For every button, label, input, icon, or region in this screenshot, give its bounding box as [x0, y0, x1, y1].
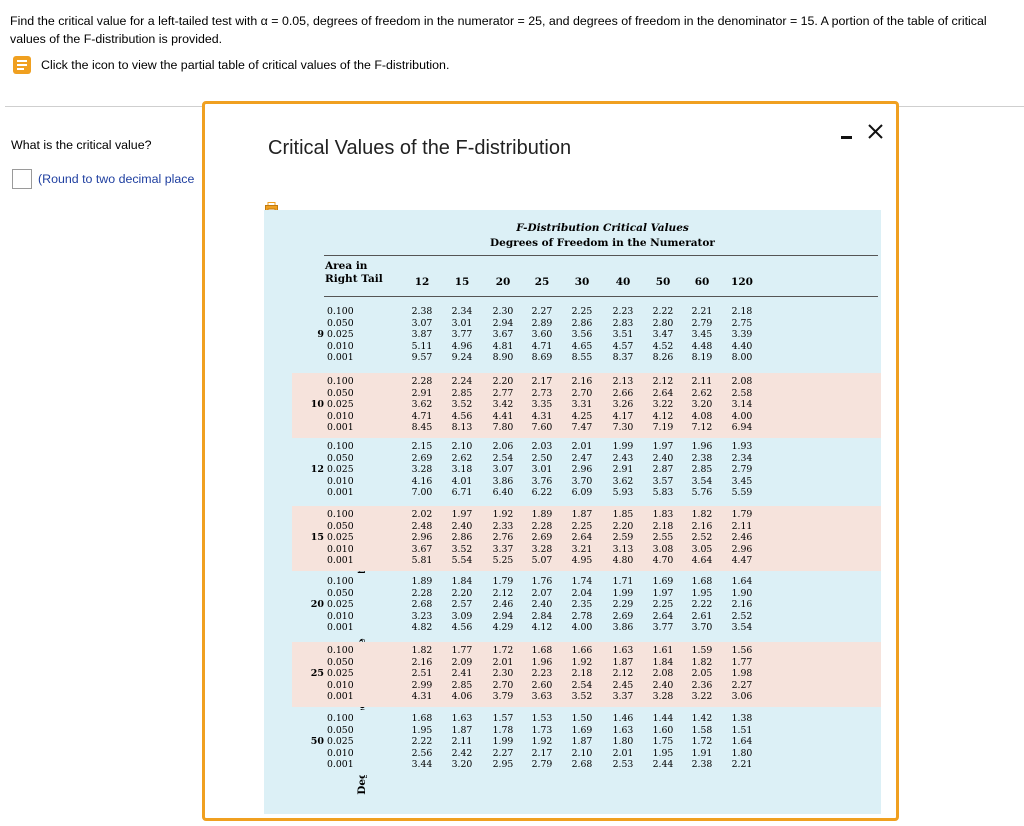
critical-values-cell: 2.18 2.75 3.39 4.40 8.00 — [731, 306, 753, 363]
column-header: 25 — [534, 276, 550, 288]
denominator-df: 20 — [310, 599, 324, 610]
df-block — [292, 710, 881, 775]
alpha-levels: 0.100 0.050 0.025 0.010 0.001 — [327, 509, 354, 566]
critical-values-cell: 1.63 1.87 2.12 2.45 3.37 — [612, 645, 634, 702]
df-block — [292, 373, 881, 438]
critical-values-cell: 1.69 1.97 2.25 2.64 3.77 — [652, 576, 674, 633]
critical-values-cell: 2.15 2.69 3.28 4.16 7.00 — [411, 441, 433, 498]
critical-values-cell: 1.89 2.28 2.69 3.28 5.07 — [531, 509, 553, 566]
df-block — [292, 642, 881, 707]
critical-values-cell: 2.10 2.62 3.18 4.01 6.71 — [451, 441, 473, 498]
critical-values-cell: 2.34 3.01 3.77 4.96 9.24 — [451, 306, 473, 363]
critical-values-cell: 1.53 1.73 1.92 2.17 2.79 — [531, 713, 553, 770]
critical-values-cell: 2.03 2.50 3.01 3.76 6.22 — [531, 441, 553, 498]
area-label — [325, 260, 395, 286]
critical-values-cell: 1.56 1.77 1.98 2.27 3.06 — [731, 645, 753, 702]
critical-values-cell: 2.22 2.80 3.47 4.52 8.26 — [652, 306, 674, 363]
critical-values-cell: 1.99 2.43 2.91 3.62 5.93 — [612, 441, 634, 498]
critical-values-cell: 2.11 2.62 3.20 4.08 7.12 — [691, 376, 713, 433]
df-block — [292, 573, 881, 638]
denominator-df: 15 — [310, 532, 324, 543]
alpha-levels: 0.100 0.050 0.025 0.010 0.001 — [327, 713, 354, 770]
denominator-df: 12 — [310, 464, 324, 475]
critical-values-cell: 1.74 2.04 2.35 2.78 4.00 — [571, 576, 593, 633]
critical-values-cell: 1.89 2.28 2.68 3.23 4.82 — [411, 576, 433, 633]
critical-values-cell: 1.44 1.60 1.75 1.95 2.44 — [652, 713, 674, 770]
critical-values-cell: 1.85 2.20 2.59 3.13 4.80 — [612, 509, 634, 566]
critical-values-cell: 1.71 1.99 2.29 2.69 3.86 — [612, 576, 634, 633]
df-block — [292, 506, 881, 571]
critical-values-cell: 2.27 2.89 3.60 4.71 8.69 — [531, 306, 553, 363]
critical-values-cell: 2.21 2.79 3.45 4.48 8.19 — [691, 306, 713, 363]
critical-values-cell: 1.82 2.16 2.52 3.05 4.64 — [691, 509, 713, 566]
alpha-levels: 0.100 0.050 0.025 0.010 0.001 — [327, 576, 354, 633]
denominator-df: 10 — [310, 399, 324, 410]
area-label-line1: Area in — [325, 260, 368, 272]
df-block — [292, 438, 881, 503]
critical-values-cell: 2.08 2.58 3.14 4.00 6.94 — [731, 376, 753, 433]
critical-values-cell: 1.83 2.18 2.55 3.08 4.70 — [652, 509, 674, 566]
critical-values-cell: 1.97 2.40 2.87 3.57 5.83 — [652, 441, 674, 498]
answer-row — [12, 169, 194, 189]
critical-values-cell: 1.72 2.01 2.30 2.70 3.79 — [492, 645, 514, 702]
question-text: Find the critical value for a left-tailed test with α = 0.05, degrees of freedom in the numerator = 25, and degrees of freedom in the denominator = 15. A portion of the table of critical values of the F-distribution is provided. — [10, 14, 987, 46]
critical-values-cell: 1.42 1.58 1.72 1.91 2.38 — [691, 713, 713, 770]
critical-values-cell: 1.50 1.69 1.87 2.10 2.68 — [571, 713, 593, 770]
critical-values-cell: 1.63 1.87 2.11 2.42 3.20 — [451, 713, 473, 770]
answer-input[interactable] — [12, 169, 32, 189]
round-hint: (Round to two decimal place — [38, 172, 195, 186]
critical-values-cell: 1.59 1.82 2.05 2.36 3.22 — [691, 645, 713, 702]
critical-values-cell: 2.23 2.83 3.51 4.57 8.37 — [612, 306, 634, 363]
table-title: F-Distribution Critical Values — [516, 222, 689, 234]
critical-values-cell: 1.84 2.20 2.57 3.09 4.56 — [451, 576, 473, 633]
critical-values-cell: 1.68 1.95 2.22 2.56 3.44 — [411, 713, 433, 770]
column-header: 60 — [694, 276, 710, 288]
critical-values-cell: 1.97 2.40 2.86 3.52 5.54 — [451, 509, 473, 566]
critical-values-cell: 1.76 2.07 2.40 2.84 4.12 — [531, 576, 553, 633]
critical-values-cell: 1.79 2.11 2.46 2.96 4.47 — [731, 509, 753, 566]
critical-values-cell: 2.16 2.70 3.31 4.25 7.47 — [571, 376, 593, 433]
alpha-levels: 0.100 0.050 0.025 0.010 0.001 — [327, 645, 354, 702]
table-subtitle: Degrees of Freedom in the Numerator — [490, 237, 715, 249]
critical-values-cell: 2.02 2.48 2.96 3.67 5.81 — [411, 509, 433, 566]
critical-values-cell: 2.24 2.85 3.52 4.56 8.13 — [451, 376, 473, 433]
denominator-df: 9 — [317, 329, 324, 340]
critical-values-cell: 1.93 2.34 2.79 3.45 5.59 — [731, 441, 753, 498]
critical-values-cell: 1.61 1.84 2.08 2.40 3.28 — [652, 645, 674, 702]
critical-values-cell: 2.28 2.91 3.62 4.71 8.45 — [411, 376, 433, 433]
critical-values-cell: 2.30 2.94 3.67 4.81 8.90 — [492, 306, 514, 363]
critical-values-cell: 2.17 2.73 3.35 4.31 7.60 — [531, 376, 553, 433]
column-header: 120 — [731, 276, 753, 288]
critical-values-cell: 2.20 2.77 3.42 4.41 7.80 — [492, 376, 514, 433]
alpha-levels: 0.100 0.050 0.025 0.010 0.001 — [327, 441, 354, 498]
critical-values-cell: 2.06 2.54 3.07 3.86 6.40 — [492, 441, 514, 498]
critical-values-cell: 1.46 1.63 1.80 2.01 2.53 — [612, 713, 634, 770]
critical-values-cell: 2.25 2.86 3.56 4.65 8.55 — [571, 306, 593, 363]
critical-values-cell: 1.68 1.96 2.23 2.60 3.63 — [531, 645, 553, 702]
column-header: 50 — [655, 276, 671, 288]
df-block — [292, 303, 881, 368]
critical-values-cell: 1.64 1.90 2.16 2.52 3.54 — [731, 576, 753, 633]
critical-values-cell: 2.12 2.64 3.22 4.12 7.19 — [652, 376, 674, 433]
critical-values-cell: 1.77 2.09 2.41 2.85 4.06 — [451, 645, 473, 702]
minimize-icon — [841, 136, 852, 139]
critical-values-cell: 1.87 2.25 2.64 3.21 4.95 — [571, 509, 593, 566]
critical-values-cell: 2.13 2.66 3.26 4.17 7.30 — [612, 376, 634, 433]
column-header: 30 — [574, 276, 590, 288]
book-icon[interactable] — [12, 55, 32, 75]
critical-values-cell: 1.68 1.95 2.22 2.61 3.70 — [691, 576, 713, 633]
critical-values-cell: 2.01 2.47 2.96 3.70 6.09 — [571, 441, 593, 498]
critical-values-cell: 1.82 2.16 2.51 2.99 4.31 — [411, 645, 433, 702]
critical-values-cell: 1.92 2.33 2.76 3.37 5.25 — [492, 509, 514, 566]
header-rule-bottom — [324, 296, 878, 297]
column-header: 15 — [454, 276, 470, 288]
area-label-line2: Right Tail — [325, 273, 383, 285]
header-rule — [324, 255, 878, 256]
critical-value-prompt: What is the critical value? — [11, 138, 152, 152]
column-header: 20 — [495, 276, 511, 288]
column-header: 40 — [615, 276, 631, 288]
f-distribution-table — [264, 210, 881, 814]
critical-values-cell: 1.96 2.38 2.85 3.54 5.76 — [691, 441, 713, 498]
denominator-df: 50 — [310, 736, 324, 747]
denominator-df: 25 — [310, 668, 324, 679]
critical-values-cell: 1.38 1.51 1.64 1.80 2.21 — [731, 713, 753, 770]
column-header: 12 — [414, 276, 430, 288]
critical-values-cell: 1.66 1.92 2.18 2.54 3.52 — [571, 645, 593, 702]
critical-values-cell: 1.57 1.78 1.99 2.27 2.95 — [492, 713, 514, 770]
minimize-button[interactable] — [833, 124, 859, 150]
table-modal — [202, 101, 899, 821]
critical-values-cell: 1.79 2.12 2.46 2.94 4.29 — [492, 576, 514, 633]
icon-instruction: Click the icon to view the partial table of critical values of the F-distribution. — [41, 58, 450, 72]
critical-values-cell: 2.38 3.07 3.87 5.11 9.57 — [411, 306, 433, 363]
table-link-row[interactable] — [12, 55, 449, 75]
close-icon[interactable] — [862, 119, 888, 145]
modal-title: Critical Values of the F-distribution — [268, 137, 572, 159]
alpha-levels: 0.100 0.050 0.025 0.010 0.001 — [327, 376, 354, 433]
alpha-levels: 0.100 0.050 0.025 0.010 0.001 — [327, 306, 354, 363]
